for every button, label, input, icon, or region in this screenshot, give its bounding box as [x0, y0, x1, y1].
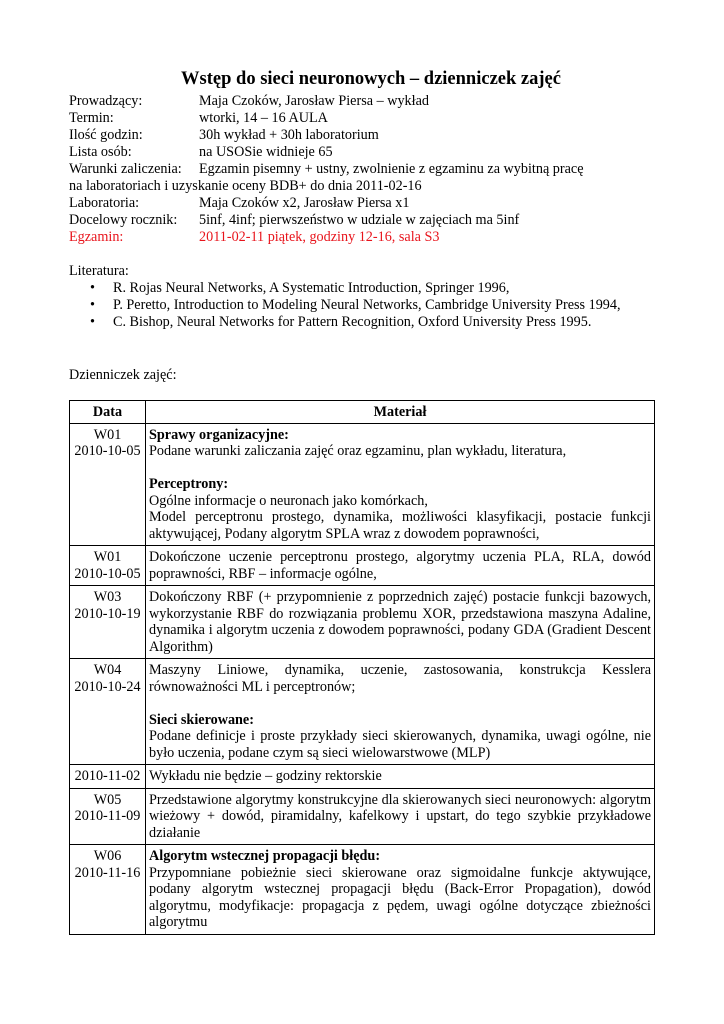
section-heading: Perceptrony:	[149, 476, 229, 492]
material-text: Ogólne informacje o neuronach jako komórkach,	[149, 492, 428, 509]
material-cell	[146, 659, 655, 765]
date-cell	[70, 845, 146, 935]
lecture-code: W05	[93, 791, 122, 808]
lecture-code: W03	[93, 589, 122, 605]
lecture-date: 2010-10-05	[74, 565, 141, 582]
bullet-icon: •	[90, 280, 95, 296]
section-heading: Algorytm wstecznej propagacji błędu:	[149, 848, 381, 864]
date-cell	[70, 423, 146, 546]
section-heading: Sprawy organizacyjne:	[149, 426, 289, 443]
material-cell	[146, 788, 655, 845]
material-cell	[146, 845, 655, 935]
material-text: Przedstawione algorytmy konstrukcyjne dla skierowanych sieci neuronowych: algorytm wieżowy + dowód, piramidalny, kafelkowy i upstart, do tego szybkie przykładowe działanie	[149, 791, 651, 841]
material-cell	[146, 586, 655, 659]
lecture-date: 2010-10-05	[74, 443, 141, 459]
info-exam	[69, 229, 655, 246]
lecture-code: W04	[93, 662, 122, 678]
document-title: Wstęp do sieci neuronowych – dzienniczek zajęć	[181, 69, 561, 89]
date-cell	[70, 546, 146, 586]
info-year	[69, 212, 655, 229]
info-value: wtorki, 14 – 16 AULA	[199, 110, 328, 126]
info-label: Warunki zaliczenia:	[69, 161, 182, 177]
info-label: Termin:	[69, 110, 114, 126]
info-label: Laboratoria:	[69, 195, 140, 211]
lecture-code: W01	[93, 549, 122, 565]
table-row	[70, 765, 655, 789]
info-value: Maja Czoków, Jarosław Piersa – wykład	[199, 93, 429, 109]
table-row	[70, 423, 655, 546]
lecture-date: 2010-11-09	[74, 808, 141, 824]
material-text: Maszyny Liniowe, dynamika, uczenie, zastosowania, konstrukcja Kesslera równoważności ML i perceptronów;	[149, 662, 651, 695]
diary-title: Dzienniczek zajęć:	[69, 367, 177, 383]
info-label: Prowadzący:	[69, 93, 143, 109]
bullet-icon: •	[90, 314, 95, 330]
info-label: Docelowy rocznik:	[69, 212, 178, 228]
info-label: Ilość godzin:	[69, 127, 143, 143]
table-row	[70, 845, 655, 935]
lecture-date: 2010-10-24	[74, 678, 141, 695]
lecture-date: 2010-10-19	[74, 605, 141, 622]
table-row	[70, 788, 655, 845]
info-label: Egzamin:	[69, 229, 124, 245]
column-header-date: Data	[70, 401, 146, 424]
table-header-row	[70, 401, 655, 424]
course-info	[69, 93, 655, 246]
lecture-date: 2010-11-02	[74, 768, 141, 784]
material-text: Dokończone uczenie perceptronu prostego, algorytmy uczenia PLA, RLA, dowód poprawności, RBF – informacje ogólne,	[149, 549, 651, 582]
material-text: Wykładu nie będzie – godziny rektorskie	[149, 768, 382, 784]
list-item	[69, 280, 655, 297]
info-value: Maja Czoków x2, Jarosław Piersa x1	[199, 195, 410, 211]
material-text: Przypomniane pobieżnie sieci skierowane oraz sigmoidalne funkcje aktywujące, podany algorytm wstecznej propagacji błędu (Back-Error Propagation), dowód algorytmu, modyfikacje: propagacja z pędem, uwagi ogólne dotyczące zbieżności algorytmu	[149, 864, 651, 930]
column-header-material: Materiał	[146, 401, 655, 424]
info-value: na USOSie widnieje 65	[199, 144, 333, 160]
table-row	[70, 546, 655, 586]
literature-list	[69, 280, 655, 331]
material-cell	[146, 546, 655, 586]
date-cell	[70, 659, 146, 765]
info-conditions-continued: na laboratoriach i uzyskanie oceny BDB+ do dnia 2011-02-16	[69, 178, 422, 194]
material-cell	[146, 423, 655, 546]
document-page	[69, 68, 655, 935]
date-cell	[70, 788, 146, 845]
material-text: Podane warunki zaliczania zajęć oraz egzaminu, plan wykładu, literatura,	[149, 443, 567, 459]
info-lecturers	[69, 93, 655, 110]
material-cell	[146, 765, 655, 789]
lecture-code: W01	[93, 426, 122, 443]
lecture-code: W06	[93, 848, 122, 864]
info-value: 5inf, 4inf; pierwszeństwo w udziale w zajęciach ma 5inf	[199, 212, 520, 228]
info-conditions	[69, 161, 655, 178]
literature-entry: P. Peretto, Introduction to Modeling Neural Networks, Cambridge University Press 1994,	[113, 297, 621, 313]
literature-entry: R. Rojas Neural Networks, A Systematic Introduction, Springer 1996,	[113, 280, 510, 296]
material-text: Model perceptronu prostego, dynamika, możliwości klasyfikacji, postacie funkcji aktywującej, Podany algorytm SPLA wraz z dowodem poprawności,	[149, 509, 651, 542]
info-label: Lista osób:	[69, 144, 132, 160]
info-hours	[69, 127, 655, 144]
info-labs	[69, 195, 655, 212]
info-list	[69, 144, 655, 161]
info-value: 30h wykład + 30h laboratorium	[199, 127, 379, 143]
list-item	[69, 314, 655, 331]
table-row	[70, 586, 655, 659]
lecture-date: 2010-11-16	[74, 864, 141, 881]
diary-table	[69, 400, 655, 935]
date-cell	[70, 765, 146, 789]
material-text: Dokończony RBF (+ przypomnienie z poprzednich zajęć) postacie funkcji bazowych, wykorzystanie RBF do rozwiązania problemu XOR, przedstawiona maszyna Adaline, dynamika i algorytm uczenia z dowodem poprawności, podany GDA (Gradient Descent Algorithm)	[149, 589, 651, 655]
info-term	[69, 110, 655, 127]
info-value: 2011-02-11 piątek, godziny 12-16, sala S3	[199, 229, 440, 245]
list-item	[69, 297, 655, 314]
info-value: Egzamin pisemny + ustny, zwolnienie z egzaminu za wybitną pracę	[199, 161, 584, 177]
section-heading: Sieci skierowane:	[149, 711, 254, 728]
material-text: Podane definicje i proste przykłady sieci skierowanych, dynamika, uwagi ogólne, nie było uczenia, podane czym są sieci wielowarstwowe (MLP)	[149, 728, 651, 761]
table-row	[70, 659, 655, 765]
date-cell	[70, 586, 146, 659]
literature-entry: C. Bishop, Neural Networks for Pattern Recognition, Oxford University Press 1995.	[113, 314, 592, 330]
literature-title: Literatura:	[69, 263, 129, 279]
bullet-icon: •	[90, 297, 95, 313]
